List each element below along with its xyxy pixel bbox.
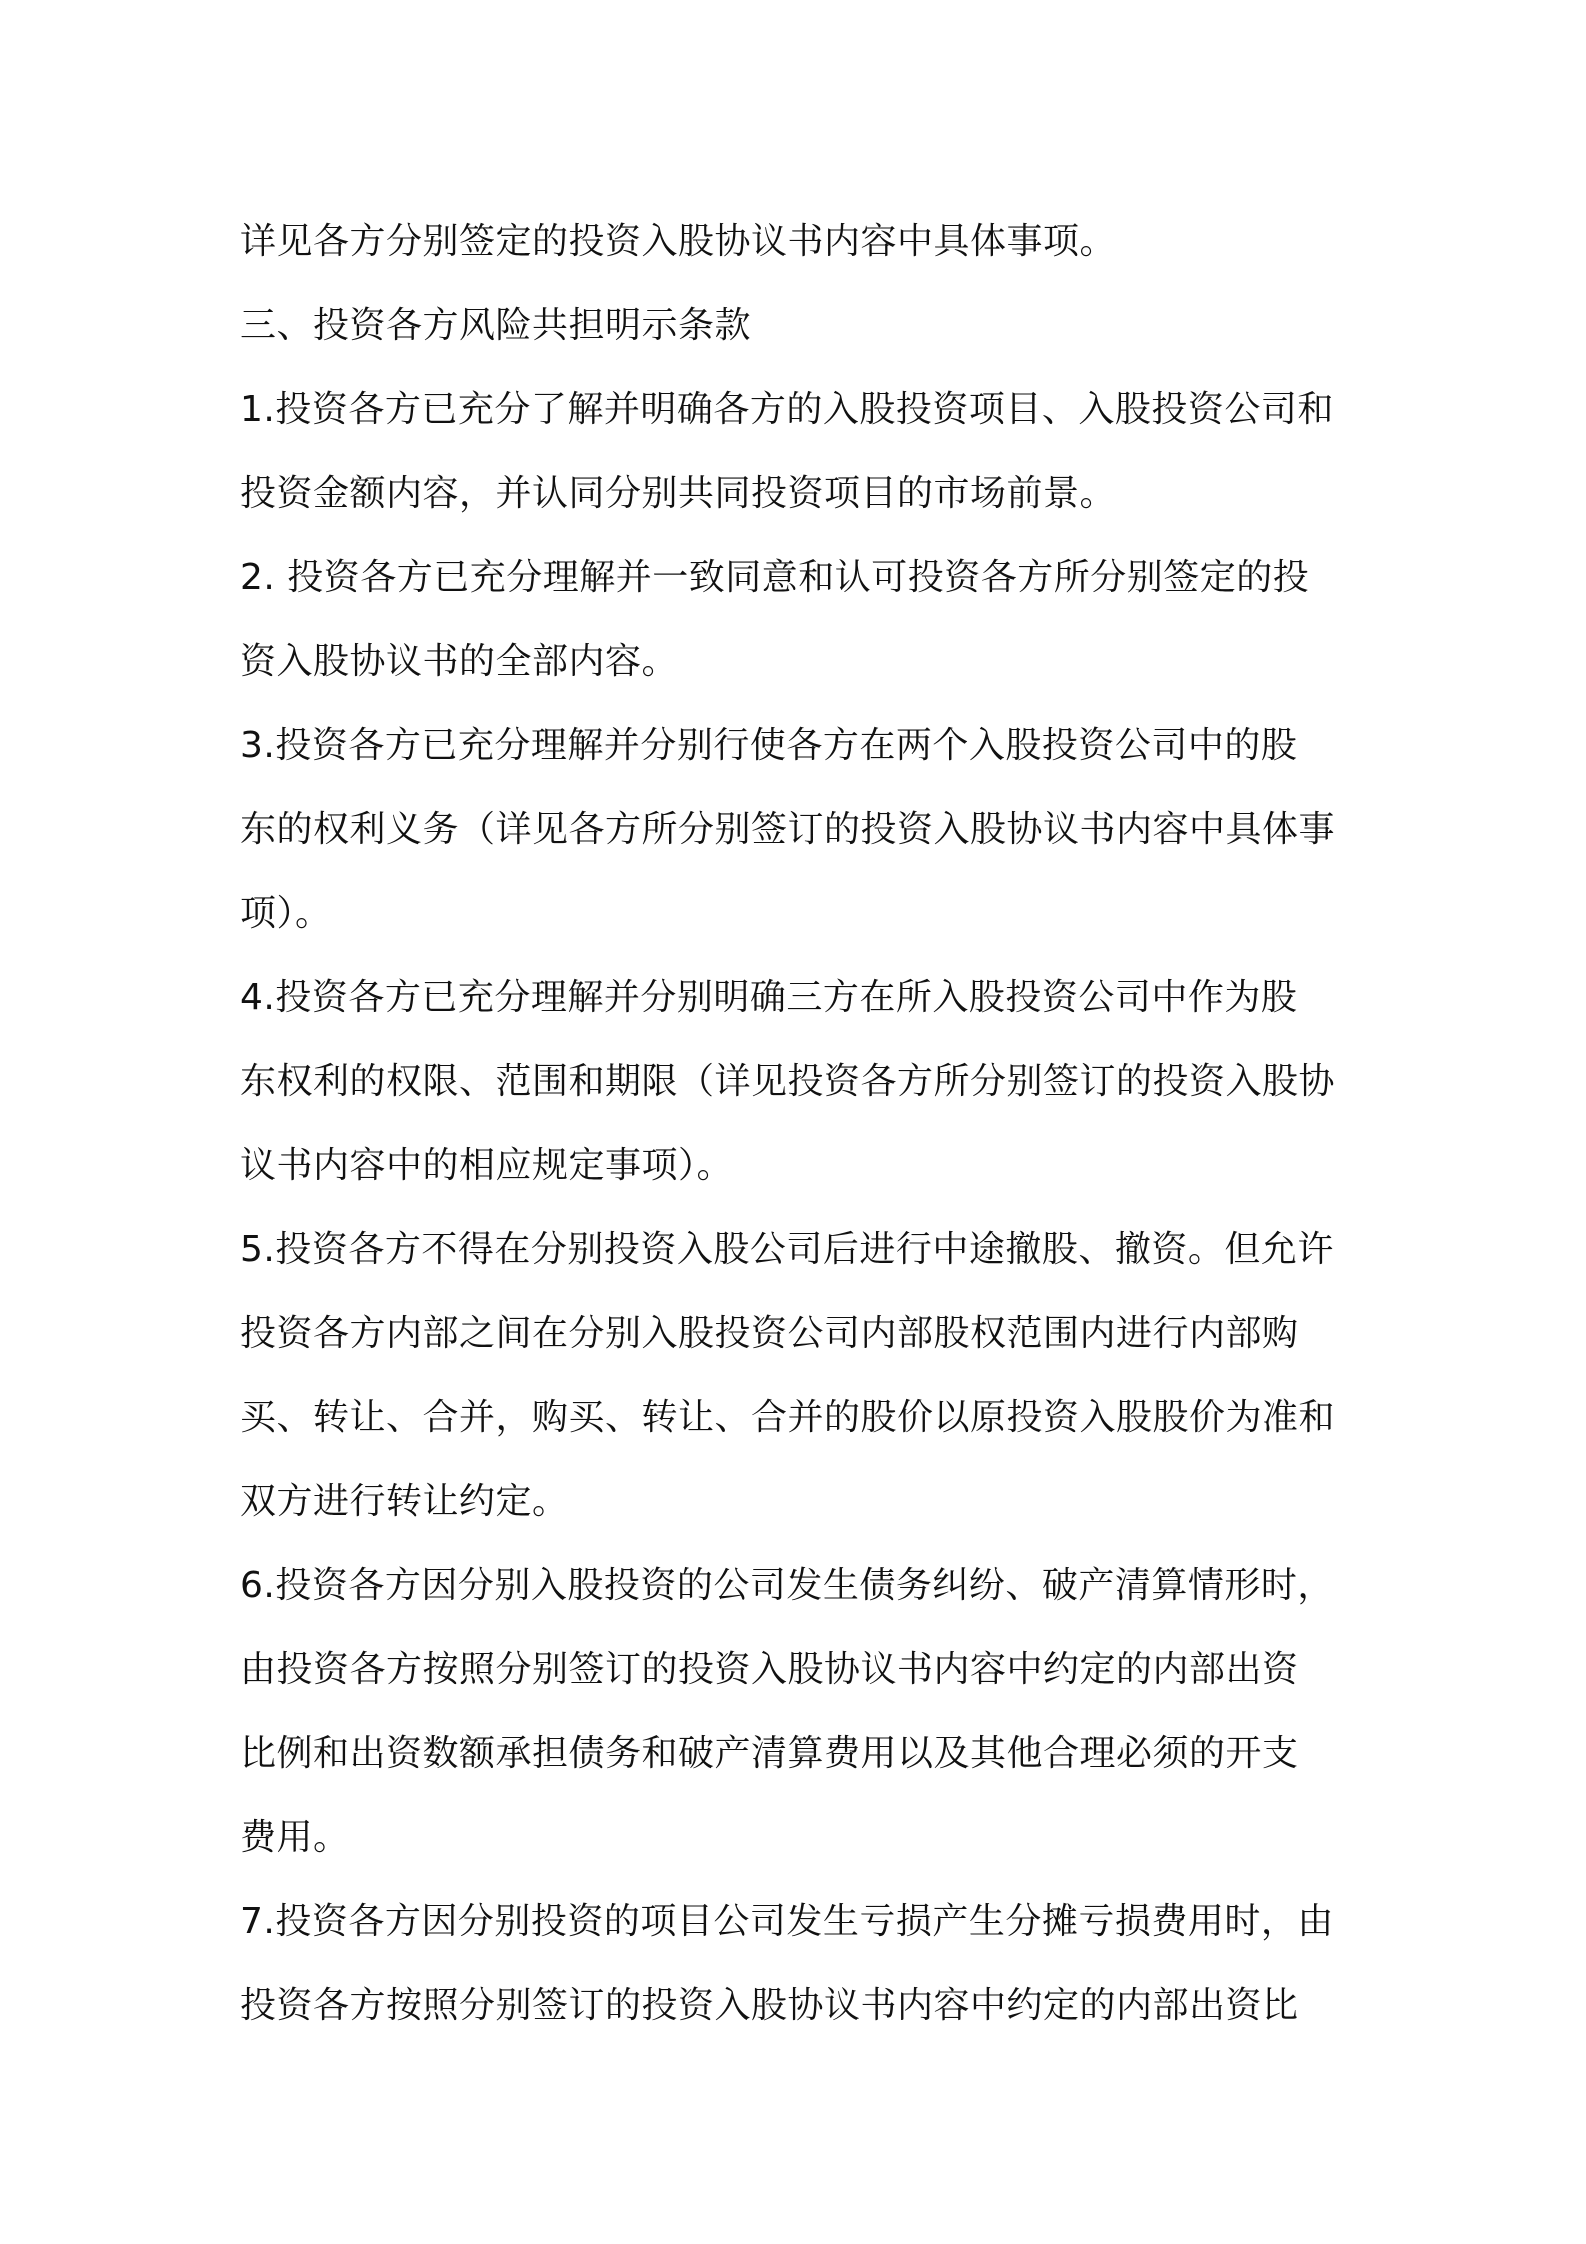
section-heading-3: 三、投资各方风险共担明示条款 [240,305,752,346]
clause-2-line-1: 2. 投资各方已充分理解并一致同意和认可投资各方所分别签定的投 [240,557,1310,598]
document-page [240,200,1360,2048]
clause-5-line-4: 双方进行转让约定。 [240,1481,569,1522]
clause-4-line-3: 议书内容中的相应规定事项）。 [240,1145,734,1186]
clause-4-line-2: 东权利的权限、范围和期限（详见投资各方所分别签订的投资入股协 [240,1061,1336,1102]
text-line-continuation: 详见各方分别签定的投资入股协议书内容中具体事项。 [240,221,1117,262]
clause-3-line-2: 东的权利义务（详见各方所分别签订的投资入股协议书内容中具体事 [240,809,1336,850]
clause-6-line-4: 费用。 [240,1817,350,1858]
clause-6-line-2: 由投资各方按照分别签订的投资入股协议书内容中约定的内部出资 [240,1649,1299,1690]
clause-6-line-3: 比例和出资数额承担债务和破产清算费用以及其他合理必须的开支 [240,1733,1299,1774]
clause-2-line-2: 资入股协议书的全部内容。 [240,641,679,682]
clause-5-line-2: 投资各方内部之间在分别入股投资公司内部股权范围内进行内部购 [240,1313,1299,1354]
clause-5-line-1: 5.投资各方不得在分别投资入股公司后进行中途撤股、撤资。但允许 [240,1229,1334,1270]
clause-3-line-3: 项）。 [240,893,332,934]
clause-5-line-3: 买、转让、合并，购买、转让、合并的股价以原投资入股股价为准和 [240,1397,1336,1438]
clause-7-line-2: 投资各方按照分别签订的投资入股协议书内容中约定的内部出资比 [240,1985,1299,2026]
clause-3-line-1: 3.投资各方已充分理解并分别行使各方在两个入股投资公司中的股 [240,725,1298,766]
clause-1-line-1: 1.投资各方已充分了解并明确各方的入股投资项目、入股投资公司和 [240,389,1334,430]
clause-6-line-1: 6.投资各方因分别入股投资的公司发生债务纠纷、破产清算情形时， [240,1565,1334,1606]
clause-1-line-2: 投资金额内容，并认同分别共同投资项目的市场前景。 [240,473,1117,514]
clause-7-line-1: 7.投资各方因分别投资的项目公司发生亏损产生分摊亏损费用时，由 [240,1901,1334,1942]
clause-4-line-1: 4.投资各方已充分理解并分别明确三方在所入股投资公司中作为股 [240,977,1298,1018]
